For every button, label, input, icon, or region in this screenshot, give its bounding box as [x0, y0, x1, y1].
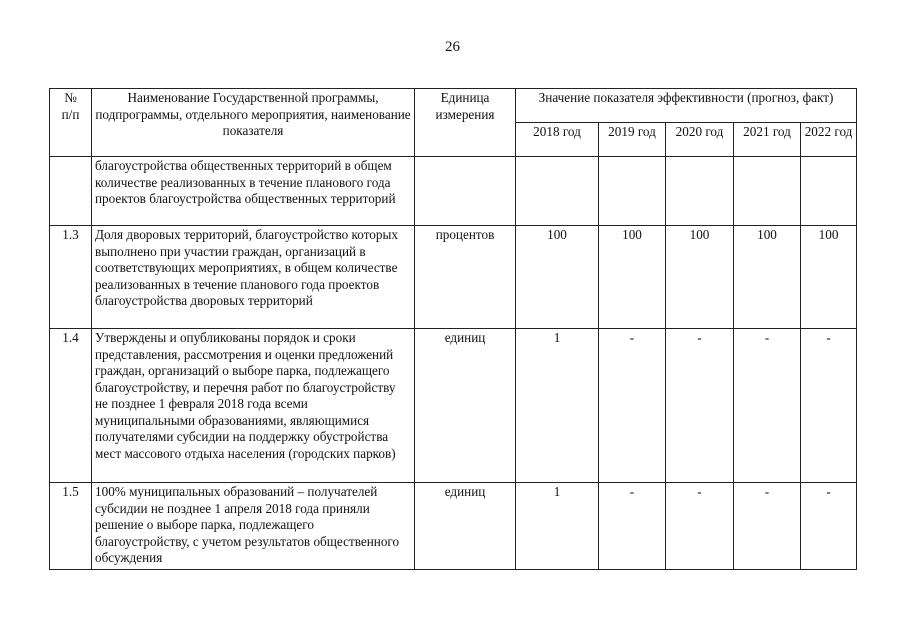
header-name-cell: Наименование Государственной программы, подпрограммы, отдельного мероприятия, наименование показателя [92, 89, 415, 157]
indicators-table [49, 88, 857, 570]
row-value-2022: 100 [801, 226, 857, 329]
row-unit-cell: единиц [415, 329, 516, 483]
row-value-2018: 100 [516, 226, 599, 329]
row-number-cell: 1.5 [50, 483, 92, 570]
row-value-2019: - [599, 329, 666, 483]
row-unit-cell [415, 157, 516, 226]
row-value-2022: - [801, 483, 857, 570]
header-unit-cell: Единица измерения [415, 89, 516, 157]
row-value-2020 [666, 157, 734, 226]
page-number: 26 [445, 39, 460, 55]
row-value-2018: 1 [516, 483, 599, 570]
header-year-2020: 2020 год [666, 123, 734, 157]
row-number-cell: 1.3 [50, 226, 92, 329]
header-year-2018: 2018 год [516, 123, 599, 157]
row-value-2021: - [734, 329, 801, 483]
table-row [50, 226, 857, 329]
row-name-cell: Утверждены и опубликованы порядок и сроки представления, рассмотрения и оценки предложений граждан, организаций о выборе парка, подлежащего благоустройству, и перечня работ по благоустройству не позднее 1 февраля 2018 года всеми муниципальными образованиями, являющимися получателями субсидии на поддержку обустройства мест массового отдыха населения (городских парков) [92, 329, 415, 483]
row-value-2022 [801, 157, 857, 226]
header-number-symbol: № [64, 90, 77, 105]
row-value-2021: - [734, 483, 801, 570]
table-row [50, 157, 857, 226]
row-value-2020: - [666, 329, 734, 483]
row-value-2020: 100 [666, 226, 734, 329]
header-number-abbr: п/п [61, 106, 80, 122]
row-value-2021: 100 [734, 226, 801, 329]
table-header-row [50, 89, 857, 123]
table-row [50, 483, 857, 570]
row-value-2022: - [801, 329, 857, 483]
header-number-cell [50, 89, 92, 157]
row-name-cell: Доля дворовых территорий, благоустройство которых выполнено при участии граждан, организаций в соответствующих мероприятиях, в общем количестве реализованных в течение планового года проектов благоустройства дворовых территорий [92, 226, 415, 329]
row-name-cell: благоустройства общественных территорий в общем количестве реализованных в течение планового года проектов благоустройства общественных территорий [92, 157, 415, 226]
row-number-cell [50, 157, 92, 226]
row-value-2021 [734, 157, 801, 226]
row-value-2018: 1 [516, 329, 599, 483]
row-unit-cell: единиц [415, 483, 516, 570]
table-row [50, 329, 857, 483]
row-value-2019: 100 [599, 226, 666, 329]
header-value-group-cell: Значение показателя эффективности (прогноз, факт) [516, 89, 857, 123]
row-number-cell: 1.4 [50, 329, 92, 483]
row-unit-cell: процентов [415, 226, 516, 329]
header-year-2022: 2022 год [801, 123, 857, 157]
row-value-2019 [599, 157, 666, 226]
header-year-2021: 2021 год [734, 123, 801, 157]
row-value-2019: - [599, 483, 666, 570]
header-year-2019: 2019 год [599, 123, 666, 157]
row-value-2020: - [666, 483, 734, 570]
row-name-cell: 100% муниципальных образований – получателей субсидии не позднее 1 апреля 2018 года приняли решение о выборе парка, подлежащего благоустройству, с учетом результатов общественного обсуждения [92, 483, 415, 570]
row-value-2018 [516, 157, 599, 226]
